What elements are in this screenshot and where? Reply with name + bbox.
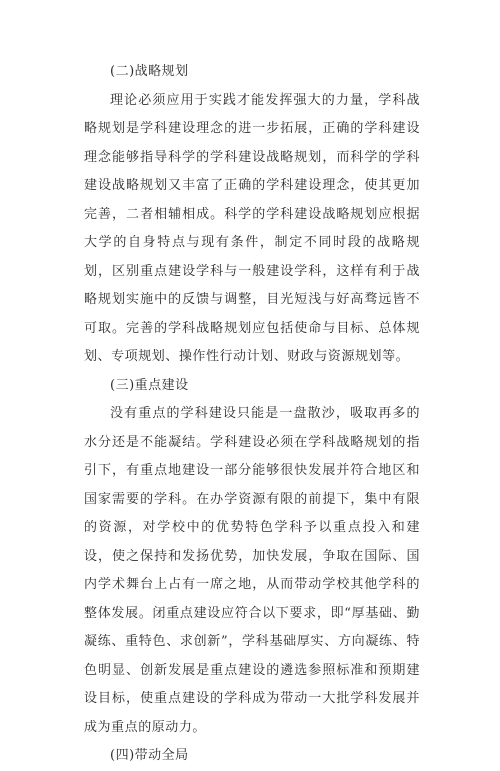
- section-heading-drive-overall: (四)带动全局: [110, 748, 189, 763]
- section-heading-key-construction: (三)重点建设: [110, 377, 189, 393]
- paragraph-key-construction: 没有重点的学科建设只能是一盘散沙，吸取再多的水分还是不能凝结。学科建设必须在学科战略规划的指引下，有重点地建设一部分能够很快发展并符合地区和国家需要的学科。在办学资源有限的前提下，集中有限的资源，对学校中的优势特色学科予以重点投入和建设，使之保持和发扬优势，加快发展，争取在国际、国内学术舞台上占有一席之地，从而带动学校其他学科的整体发展。闭重点建设应符合以下要求，即“厚基础、勤凝练、重特色、求创新”，学科基础厚实、方向凝练、特色明显、创新发展是重点建设的遴选参照标准和预期建设目标，使重点建设的学科成为带动一大批学科发展并成为重点的原动力。: [84, 406, 420, 735]
- section-heading-strategic-planning: (二)战略规划: [110, 64, 189, 79]
- document-body: [84, 58, 420, 771]
- paragraph-strategic-planning: 理论必须应用于实践才能发挥强大的力量，学科战略规划是学科建设理念的进一步拓展，正确的学科建设理念能够指导科学的学科建设战略规划，而科学的学科建设战略规划又丰富了正确的学科建设理念，使其更加完善，二者相辅相成。科学的学科建设战略规划应根据大学的自身特点与现有条件，制定不同时段的战略规划，区别重点建设学科与一般建设学科，这样有利于战略规划实施中的反馈与调整，目光短浅与好高骛远皆不可取。完善的学科战略规划应包括使命与目标、总体规划、专项规划、操作性行动计划、财政与资源规划等。: [84, 92, 420, 364]
